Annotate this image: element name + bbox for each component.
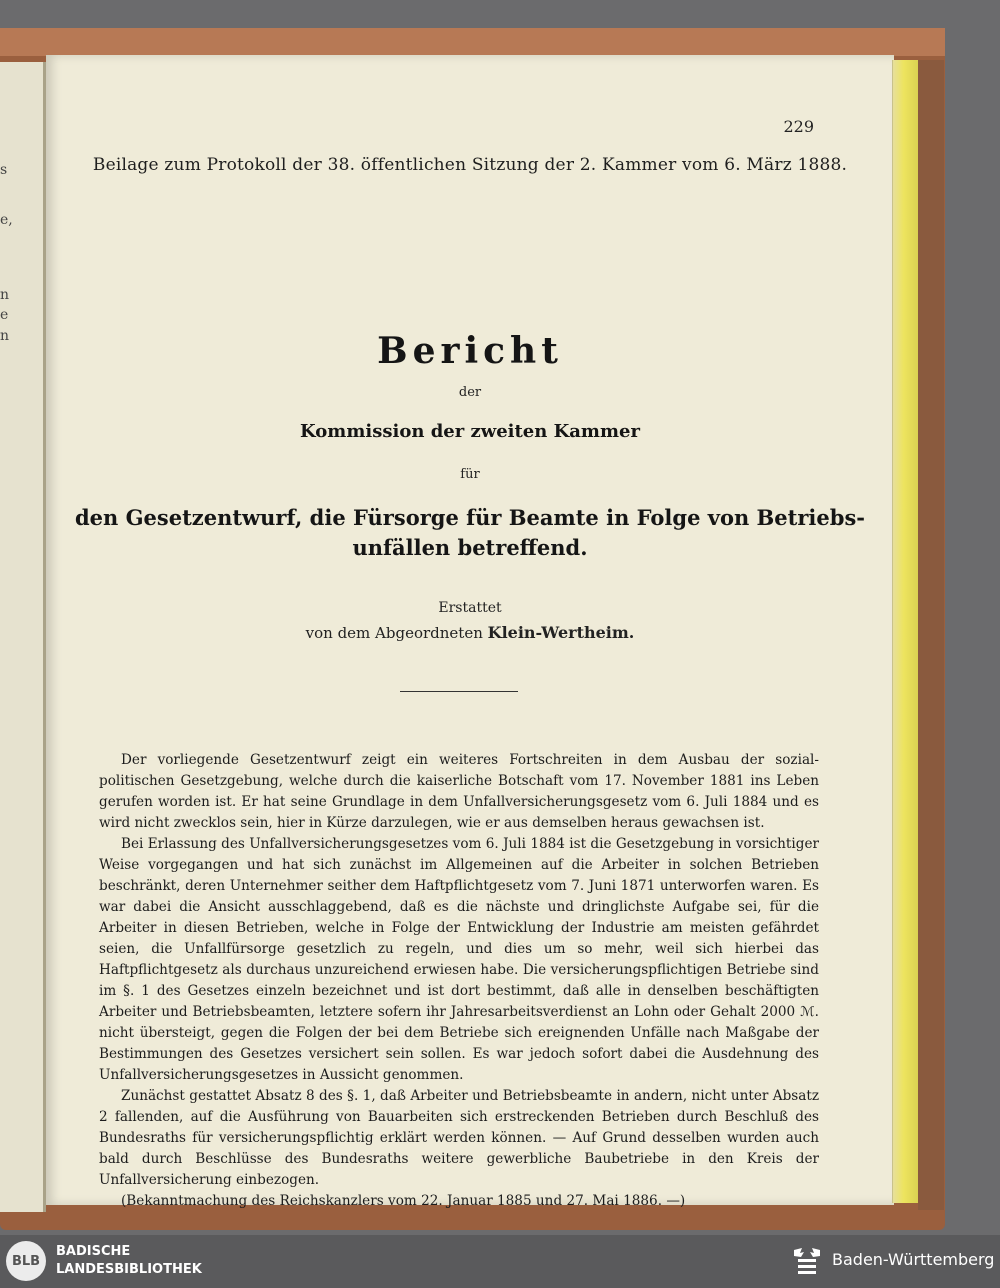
subject-line-1: den Gesetzentwurf, die Fürsorge für Beamte in Folge von Betriebs- [75, 505, 865, 530]
paragraph-3: Zunächst gestattet Absatz 8 des §. 1, daß Arbeiter und Betriebsbeamte in andern, nicht unter Absatz 2 fallenden, auf die Ausführung von Bauarbeiten sich erstreckenden Betrieben durch Beschluß des Bundesraths für versicherungspflichtig erklärt werden können. — Auf Grund desselben wurden auch bald durch Beschlüsse des Bundesraths weitere gewerbliche Baubetriebe in den Kreis der Unfallversicherung einbezogen. [99, 1088, 819, 1188]
body-text [99, 750, 819, 1212]
left-page-fragment: s [0, 162, 8, 178]
page-header: Beilage zum Protokoll der 38. öffentlichen Sitzung der 2. Kammer vom 6. März 1888. [92, 155, 848, 175]
left-page-fragment: e [0, 307, 9, 323]
blb-name-line2: LANDESBIBLIOTHEK [56, 1262, 202, 1277]
left-page-fragment: n [0, 287, 10, 303]
blb-name-line1: BADISCHE [56, 1244, 131, 1259]
book-cover-edge [0, 28, 945, 56]
paragraph-4: (Bekanntmachung des Reichskanzlers vom 22. Januar 1885 und 27. Mai 1886. —) [121, 1193, 686, 1209]
byline-author: Klein-Wertheim. [487, 623, 635, 642]
page-number: 229 [783, 117, 814, 136]
viewer-footer [0, 1235, 1000, 1288]
left-page-fragment: e, [0, 212, 13, 228]
title-der: der [458, 385, 482, 400]
blb-name[interactable] [56, 1243, 202, 1279]
blb-logo[interactable]: BLB [6, 1241, 46, 1281]
bw-name[interactable]: Baden-Württemberg [832, 1250, 995, 1269]
subject-line-2: unfällen betreffend. [352, 535, 588, 560]
page-edge [892, 60, 920, 1203]
report-title: Bericht [377, 330, 563, 372]
document-page [46, 55, 894, 1209]
stag-lion-crest-icon [790, 1244, 824, 1278]
byline-prefix: von dem Abgeordneten [305, 624, 483, 642]
title-fuer: für [460, 467, 480, 482]
commission-heading: Kommission der zweiten Kammer [300, 421, 640, 442]
paragraph-2: Bei Erlassung des Unfallversicherungsgesetzes vom 6. Juli 1884 ist die Gesetzgebung in vorsichtiger Weise vorgegangen und hat sich zunächst im Allgemeinen auf die Arbeiter in solchen Betrieben beschränkt, deren Unternehmer seither dem Haftpflichtgesetz vom 7. Juni 1871 unterworfen waren. Es war dabei die Ansicht ausschlaggebend, daß es die nächste und dringlichste Aufgabe sei, für die Arbeiter in diesen Betrieben, welche in Folge der Entwicklung der Industrie am meisten gefährdet seien, die Unfallfürsorge gesetzlich zu regeln, und dies um so mehr, weil sich hierbei das Haftpflichtgesetz als durchaus unzureichend erwiesen habe. Die versicherungspflichtigen Betriebe sind im §. 1 des Gesetzes einzeln bezeichnet und ist dort bestimmt, daß alle in denselben beschäftigten Arbeiter und Betriebsbeamten, letztere sofern ihr Jahresarbeitsverdienst an Lohn oder Gehalt 2000 ℳ. nicht übersteigt, gegen die Folgen der bei dem Betriebe sich ereignenden Unfälle nach Maßgabe der Bestimmungen des Gesetzes versichert sein sollen. Es war jedoch sofort dabei die Ausdehnung des Unfallversicherungsgesetzes in Aussicht genommen. [99, 836, 819, 1083]
paragraph-1: Der vorliegende Gesetzentwurf zeigt ein weiteres Fortschreiten in dem Ausbau der sozial-politischen Gesetzgebung, welche durch die kaiserliche Botschaft vom 17. November 1881 ins Leben gerufen worden ist. Er hat seine Grundlage in dem Unfallversicherungsgesetz vom 6. Juli 1884 und es wird nicht zwecklos sein, hier in Kürze darzulegen, wie er aus demselben heraus gewachsen ist. [99, 752, 819, 831]
erstattet-label: Erstattet [438, 600, 502, 616]
left-page [0, 62, 46, 1212]
book-spine-edge [918, 60, 944, 1210]
divider-rule [400, 691, 518, 692]
byline [46, 623, 894, 642]
left-page-fragment: n [0, 328, 10, 344]
